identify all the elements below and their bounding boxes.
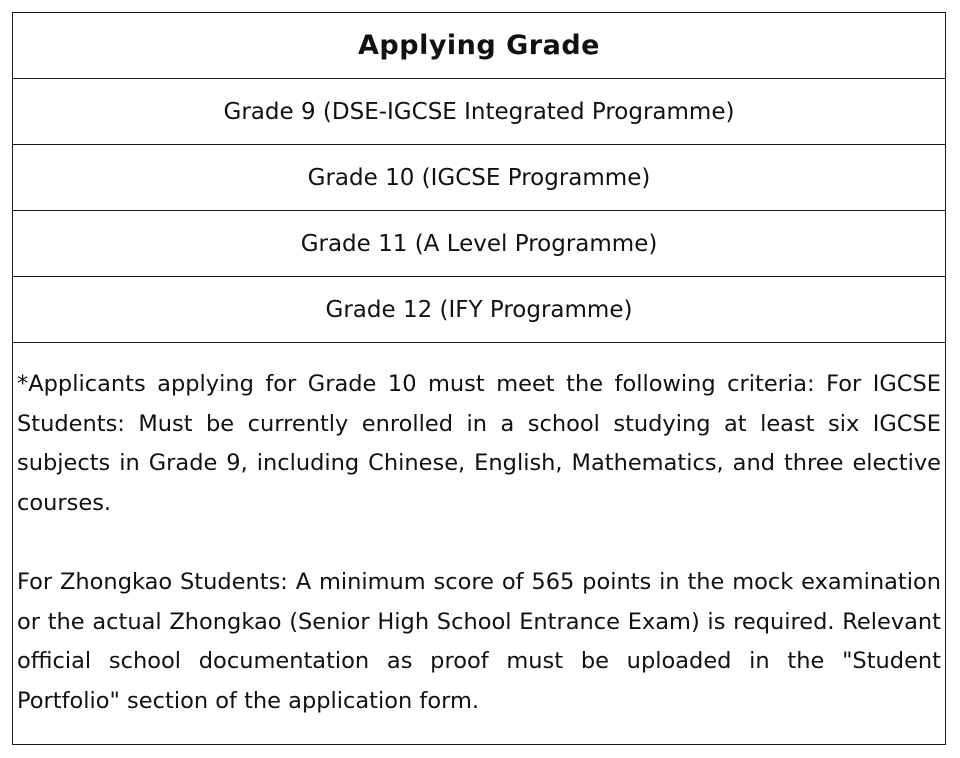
grade-row-label: Grade 9 (DSE-IGCSE Integrated Programme) xyxy=(223,98,735,125)
grade-row-9 xyxy=(13,79,945,145)
table-header xyxy=(13,13,945,79)
grade-row-12 xyxy=(13,277,945,343)
grade-row-10 xyxy=(13,145,945,211)
table-header-title: Applying Grade xyxy=(358,30,600,61)
grade-row-label: Grade 12 (IFY Programme) xyxy=(325,296,633,323)
zhongkao-criteria-paragraph: For Zhongkao Students: A minimum score of 565 points in the mock examination or the actual Zhongkao (Senior High School Entrance Exam) is required. Relevant official school documentation as proof must be uploaded in the "Student Portfolio" section of the application form. xyxy=(17,568,941,714)
igcse-criteria-paragraph: *Applicants applying for Grade 10 must meet the following criteria: For IGCSE Students: Must be currently enrolled in a school studying at least six IGCSE subjects in Grade 9, including Chinese, English, Mathematics, and three elective courses. xyxy=(17,371,941,516)
grade-row-11 xyxy=(13,211,945,277)
grade-row-label: Grade 10 (IGCSE Programme) xyxy=(307,164,651,191)
grade-row-label: Grade 11 (A Level Programme) xyxy=(300,230,658,257)
applying-grade-table xyxy=(12,12,946,745)
criteria-notes xyxy=(13,343,945,721)
